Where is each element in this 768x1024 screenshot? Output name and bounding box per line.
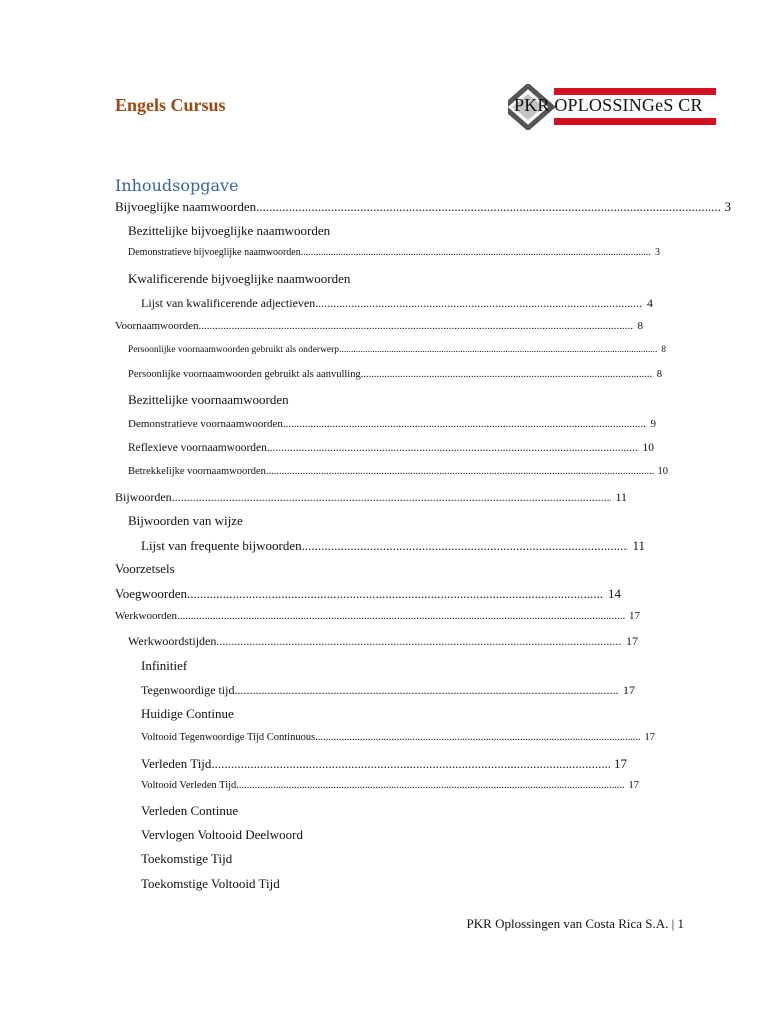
- toc-entry-label: Tegenwoordige tijd: [141, 683, 235, 697]
- toc-entry-label: Verleden Continue: [141, 803, 239, 818]
- toc-entry-label: Demonstratieve voornaamwoorden: [128, 418, 283, 430]
- logo-text: PKR OPLOSSINGeS CR: [514, 95, 703, 115]
- toc-entry-label: Bijvoeglijke naamwoorden: [115, 199, 257, 214]
- toc-entry-label: Voegwoorden: [115, 586, 187, 601]
- toc-entry-page: 8: [656, 369, 662, 380]
- toc-entry-label: Werkwoorden: [115, 610, 178, 622]
- toc-entry[interactable]: [128, 418, 656, 430]
- toc-entry[interactable]: [141, 876, 280, 892]
- toc-entry[interactable]: [128, 466, 668, 477]
- toc-leader: [302, 538, 629, 554]
- toc-entry[interactable]: [141, 851, 232, 867]
- toc-entry[interactable]: [128, 513, 243, 529]
- toc-entry-page: 14: [608, 586, 621, 601]
- toc-entry-page: 3: [655, 247, 660, 258]
- toc-entry-label: Kwalificerende bijvoeglijke naamwoorden: [128, 271, 351, 286]
- toc-leader: [199, 320, 634, 332]
- toc-leader: [211, 756, 610, 772]
- toc-entry-label: Lijst van frequente bijwoorden: [141, 538, 302, 553]
- toc-leader: [187, 586, 604, 602]
- toc-entry-label: Lijst van kwalificerende adjectieven: [141, 296, 316, 310]
- toc-entry-label: Persoonlijke voornaamwoorden gebruikt als onderwerp: [128, 345, 340, 355]
- toc-entry[interactable]: [128, 247, 660, 258]
- toc-entry-label: Bezittelijke voornaamwoorden: [128, 392, 289, 407]
- toc-entry[interactable]: [115, 610, 640, 622]
- toc-entry-page: 10: [657, 466, 668, 477]
- toc-entry[interactable]: [141, 538, 645, 554]
- toc-entry-label: Werkwoordstijden: [128, 634, 217, 648]
- toc-entry-page: 3: [724, 199, 731, 214]
- toc-entry-label: Voltooid Tegenwoordige Tijd Continuous: [141, 732, 316, 743]
- toc-entry[interactable]: [115, 199, 731, 215]
- toc-entry-page: 17: [623, 683, 635, 697]
- toc-leader: [266, 466, 654, 477]
- toc-entry-label: Reflexieve voornaamwoorden: [128, 442, 267, 454]
- company-logo: [500, 84, 716, 130]
- toc-leader: [236, 780, 624, 791]
- toc-entry[interactable]: [128, 223, 330, 239]
- toc-entry[interactable]: [128, 442, 654, 454]
- toc-entry[interactable]: [141, 683, 635, 698]
- toc-entry[interactable]: [128, 392, 289, 408]
- toc-entry-page: 11: [615, 490, 627, 504]
- toc-entry[interactable]: [115, 586, 621, 602]
- toc-entry-page: 17: [644, 732, 655, 743]
- toc-leader: [361, 369, 653, 380]
- toc-leader: [283, 418, 647, 430]
- toc-entry-page: 17: [628, 780, 639, 791]
- toc-leader: [256, 199, 720, 215]
- toc-entry[interactable]: [141, 756, 627, 772]
- toc-leader: [234, 683, 619, 698]
- toc-entry-page: 4: [647, 296, 653, 310]
- toc-entry[interactable]: [128, 634, 638, 649]
- toc-entry[interactable]: [141, 803, 238, 819]
- toc-entry-label: Bijwoorden van wijze: [128, 513, 243, 528]
- toc-entry[interactable]: [141, 658, 187, 674]
- toc-leader: [315, 732, 640, 743]
- toc-leader: [216, 634, 622, 649]
- toc-leader: [301, 247, 651, 258]
- toc-entry[interactable]: [141, 706, 234, 722]
- toc-entry[interactable]: [141, 732, 655, 743]
- toc-entry-page: 11: [632, 538, 645, 553]
- toc-entry-label: Toekomstige Voltooid Tijd: [141, 876, 280, 891]
- toc-entry-label: Voorzetsels: [115, 561, 175, 576]
- toc-entry[interactable]: [141, 827, 303, 843]
- toc-entry[interactable]: [141, 780, 639, 791]
- page-footer: PKR Oplossingen van Costa Rica S.A. | 1: [466, 916, 684, 931]
- toc-entry-label: Toekomstige Tijd: [141, 851, 233, 866]
- toc-entry-label: Persoonlijke voornaamwoorden gebruikt als aanvulling: [128, 369, 361, 380]
- toc-entry-label: Bezittelijke bijvoeglijke naamwoorden: [128, 223, 331, 238]
- logo-stripe-bottom: [554, 118, 716, 125]
- toc-leader: [315, 296, 643, 311]
- toc-entry-label: Verleden Tijd: [141, 756, 212, 771]
- toc-entry-label: Voltooid Verleden Tijd: [141, 780, 237, 791]
- toc-leader: [177, 610, 625, 622]
- toc-leader: [172, 490, 612, 505]
- toc-entry-label: Vervlogen Voltooid Deelwoord: [141, 827, 303, 842]
- toc-entry-page: 17: [626, 634, 638, 648]
- toc-entry[interactable]: [115, 320, 643, 332]
- toc-entry[interactable]: [128, 271, 350, 287]
- toc-entry-label: Huidige Continue: [141, 706, 234, 721]
- toc-entry-label: Voornaamwoorden: [115, 320, 199, 332]
- toc-entry-label: Betrekkelijke voornaamwoorden: [128, 466, 266, 477]
- toc-heading: Inhoudsopgave: [115, 176, 239, 195]
- toc-entry[interactable]: [128, 345, 666, 355]
- toc-entry[interactable]: [115, 561, 175, 577]
- toc-entry-page: 17: [614, 756, 627, 771]
- toc-leader: [339, 345, 657, 355]
- toc-entry-page: 10: [642, 442, 654, 454]
- toc-entry[interactable]: [141, 296, 653, 311]
- toc-entry-label: Demonstratieve bijvoeglijke naamwoorden: [128, 247, 301, 258]
- toc-entry[interactable]: [115, 490, 627, 505]
- toc-leader: [267, 442, 639, 454]
- document-title: Engels Cursus: [115, 95, 226, 115]
- toc-entry[interactable]: [128, 369, 662, 380]
- toc-entry-label: Infinitief: [141, 658, 188, 673]
- logo-stripe-top: [554, 88, 716, 95]
- toc-entry-label: Bijwoorden: [115, 490, 172, 504]
- toc-entry-page: 8: [661, 345, 666, 355]
- toc-entry-page: 8: [637, 320, 643, 332]
- toc-entry-page: 17: [629, 610, 640, 622]
- toc-entry-page: 9: [650, 418, 656, 430]
